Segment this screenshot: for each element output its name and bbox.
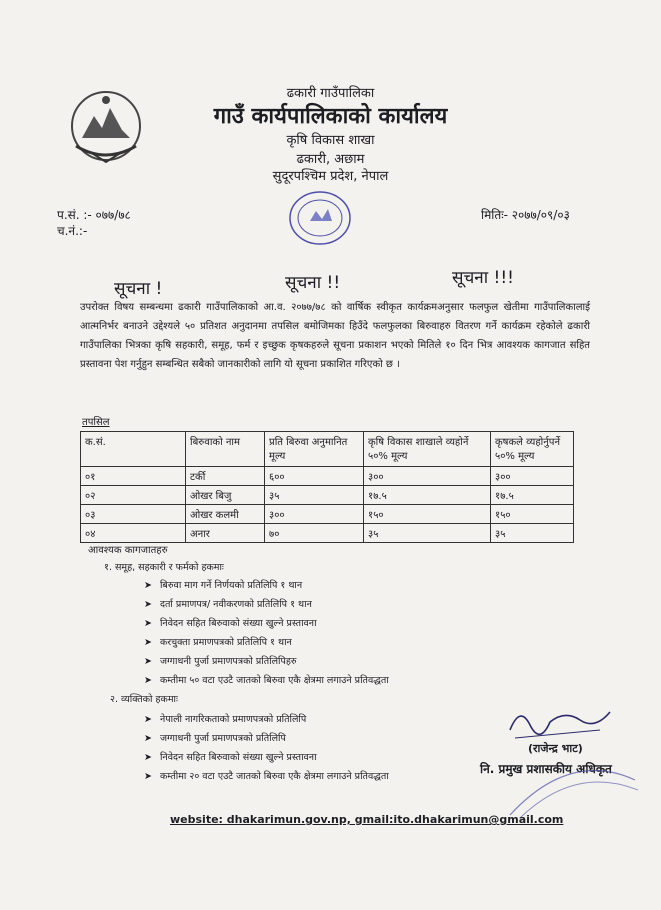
list-item: ➤ निवेदन सहित बिरुवाको संख्या खुल्ने प्रस्तावना bbox=[144, 752, 317, 763]
cell-sn: ०२ bbox=[81, 486, 186, 505]
cell-price: ६०० bbox=[265, 467, 364, 486]
cell-branch-share: ३५ bbox=[364, 524, 491, 543]
cell-name: ओखर बिजु bbox=[186, 486, 265, 505]
table-row bbox=[81, 486, 574, 505]
cell-name: अनार bbox=[186, 524, 265, 543]
cell-price: ३०० bbox=[265, 505, 364, 524]
cell-farmer-share: ३०० bbox=[491, 467, 574, 486]
office-seal-icon bbox=[280, 187, 360, 249]
notice-heading-2: सूचना !! bbox=[285, 273, 341, 293]
table-row bbox=[81, 524, 574, 543]
cell-farmer-share: १५० bbox=[491, 505, 574, 524]
province: सुदूरपश्चिम प्रदेश, नेपाल bbox=[272, 169, 389, 184]
col-header-farmer-share: कृषकले व्यहोर्नुपर्ने ५०% मूल्य bbox=[491, 432, 574, 467]
list-item: ➤ बिरुवा माग गर्ने निर्णयको प्रतिलिपि १ थान bbox=[144, 580, 303, 591]
signatory-title: नि. प्रमुख प्रशासकीय अधिकृत bbox=[480, 762, 612, 776]
arrow-bullet-icon: ➤ bbox=[144, 714, 152, 725]
arrow-bullet-icon: ➤ bbox=[144, 599, 152, 610]
official-stamp bbox=[500, 760, 640, 820]
municipality-name: ढकारी गाउँपालिका bbox=[286, 86, 375, 101]
arrow-bullet-icon: ➤ bbox=[144, 637, 152, 648]
seedling-table bbox=[80, 431, 574, 543]
cell-farmer-share: १७.५ bbox=[491, 486, 574, 505]
arrow-bullet-icon: ➤ bbox=[144, 580, 152, 591]
cell-name: ओखर कलमी bbox=[186, 505, 265, 524]
col-header-price: प्रति बिरुवा अनुमानित मूल्य bbox=[265, 432, 364, 467]
table-caption: तपसिल bbox=[82, 417, 110, 428]
notice-body: उपरोक्त विषय सम्बन्धमा ढकारी गाउँपालिकाको आ.व. २०७७/७८ को वार्षिक स्वीकृत कार्यक्रमअनुसार फलफुल खेतीमा गाउँपालिकालाई आत्मनिर्भर बनाउने उद्देश्यले ५० प्रतिशत अनुदानमा तपसिल बमोजिमका हिउँदे फलफुलका बिरुवाहरु वितरण गर्ने कार्यक्रम रहेकोले ढकारी गाउँपालिका भित्रका कृषि सहकारी, समूह, फर्म र इच्छुक कृषकहरुले सूचना प्रकाशन भएको मितिले १० दिन भित्र आवश्यक कागजात सहित प्रस्तावना पेश गर्नुहुन सम्बन्धित सबैको जानकारीको लागि यो सूचना प्रकाशित गरिएको छ । bbox=[80, 302, 590, 370]
cell-branch-share: ३०० bbox=[364, 467, 491, 486]
cell-sn: ०१ bbox=[81, 467, 186, 486]
list-item: ➤ जग्गाधनी पुर्जा प्रमाणपत्रको प्रतिलिपि bbox=[144, 733, 286, 744]
cell-farmer-share: ३५ bbox=[491, 524, 574, 543]
list-item: ➤ दर्ता प्रमाणपत्र/ नवीकरणको प्रतिलिपि १ थान bbox=[144, 599, 312, 610]
arrow-bullet-icon: ➤ bbox=[144, 752, 152, 763]
table-header-row bbox=[81, 432, 574, 467]
cell-price: ७० bbox=[265, 524, 364, 543]
list-item: ➤ निवेदन सहित बिरुवाको संख्या खुल्ने प्रस्तावना bbox=[144, 618, 317, 629]
cell-sn: ०४ bbox=[81, 524, 186, 543]
address: ढकारी, अछाम bbox=[296, 152, 365, 167]
col-header-name: बिरुवाको नाम bbox=[186, 432, 265, 467]
cell-branch-share: १७.५ bbox=[364, 486, 491, 505]
documents-group-1: १. समूह, सहकारी र फर्मको हकमाः bbox=[104, 562, 224, 573]
documents-group-2: २. व्यक्तिको हकमाः bbox=[110, 694, 178, 705]
cell-sn: ०३ bbox=[81, 505, 186, 524]
list-item: ➤ कम्तीमा २० वटा एउटै जातको बिरुवा एकै क्षेत्रमा लगाउने प्रतिवद्धता bbox=[144, 771, 389, 782]
cell-price: ३५ bbox=[265, 486, 364, 505]
arrow-bullet-icon: ➤ bbox=[144, 675, 152, 686]
list-item: ➤ नेपाली नागरिकताको प्रमाणपत्रको प्रतिलिपि bbox=[144, 714, 307, 725]
documents-title: आवश्यक कागजातहरु bbox=[88, 545, 168, 556]
office-name: गाउँ कार्यपालिकाको कार्यालय bbox=[213, 104, 448, 129]
list-item: ➤ करचुक्ता प्रमाणपत्रको प्रतिलिपि १ थान bbox=[144, 637, 292, 648]
arrow-bullet-icon: ➤ bbox=[144, 656, 152, 667]
table-row bbox=[81, 467, 574, 486]
col-header-sn: क.सं. bbox=[81, 432, 186, 467]
contact-footer: website: dhakarimun.gov.np, gmail:ito.dhakarimun@gmail.com bbox=[170, 813, 564, 826]
arrow-bullet-icon: ➤ bbox=[144, 771, 152, 782]
reference-number: प.सं. :- ०७७/७८ bbox=[57, 208, 131, 222]
arrow-bullet-icon: ➤ bbox=[144, 733, 152, 744]
signatory-name: (राजेन्द्र भाट) bbox=[528, 742, 583, 755]
branch-name: कृषि विकास शाखा bbox=[286, 133, 375, 148]
notice-heading-3: सूचना !!! bbox=[452, 268, 514, 288]
arrow-bullet-icon: ➤ bbox=[144, 618, 152, 629]
list-item: ➤ कम्तीमा ५० वटा एउटै जातको बिरुवा एकै क्षेत्रमा लगाउने प्रतिवद्धता bbox=[144, 675, 389, 686]
document-date: मितिः- २०७७/०९/०३ bbox=[481, 208, 570, 222]
col-header-branch-share: कृषि विकास शाखाले व्यहोर्ने ५०% मूल्य bbox=[364, 432, 491, 467]
cell-branch-share: १५० bbox=[364, 505, 491, 524]
list-item: ➤ जग्गाधनी पुर्जा प्रमाणपत्रको प्रतिलिपिहरु bbox=[144, 656, 297, 667]
table-row bbox=[81, 505, 574, 524]
dispatch-number: च.नं.:- bbox=[57, 224, 88, 238]
cell-name: टर्की bbox=[186, 467, 265, 486]
notice-heading-1: सूचना ! bbox=[114, 279, 163, 299]
